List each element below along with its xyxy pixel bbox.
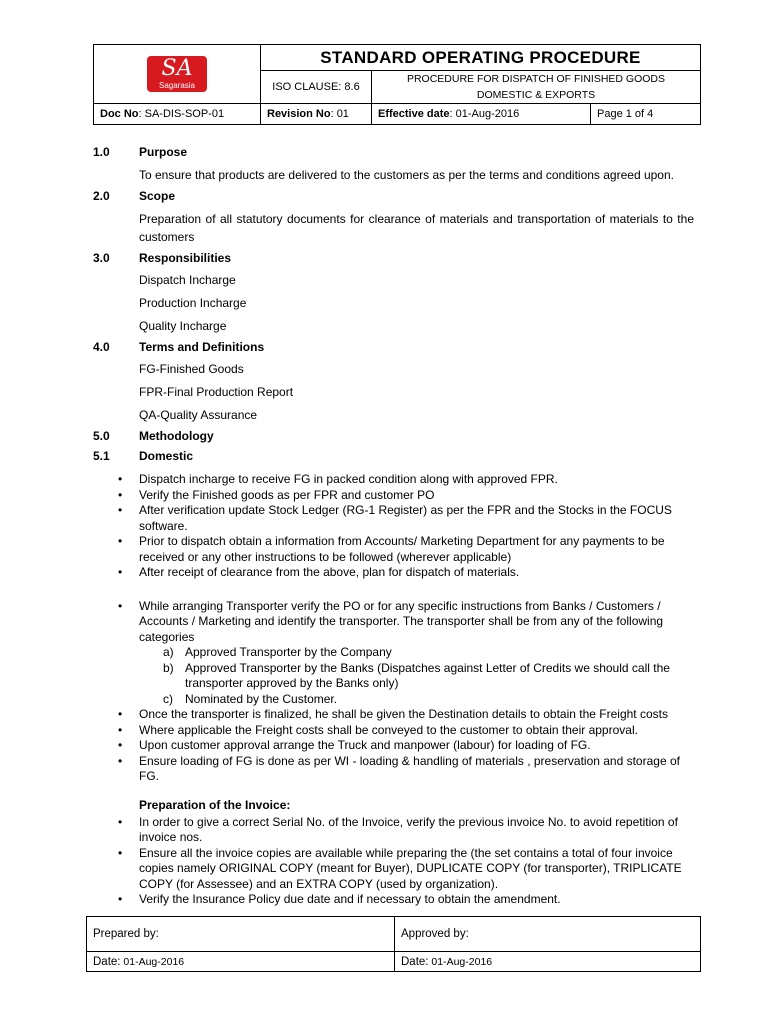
section-title: Domestic bbox=[139, 449, 194, 463]
list-item: Production Incharge bbox=[139, 296, 247, 310]
list-item: a) Approved Transporter by the Company bbox=[163, 645, 392, 659]
section-methodology: 5.0 Methodology bbox=[93, 429, 214, 443]
list-item: • In order to give a correct Serial No. of the Invoice, verify the previous invoice No. to avoid repetition of invoice nos. bbox=[118, 814, 678, 844]
list-item: • Once the transporter is finalized, he shall be given the Destination details to obtain the Freight costs bbox=[118, 707, 668, 721]
scope-text: Preparation of all statutory documents for clearance of materials and transportation of materials to the customers bbox=[139, 212, 694, 244]
list-item: • Where applicable the Freight costs shall be conveyed to the customer to obtain their approval. bbox=[118, 722, 638, 737]
list-item: • Verify the Insurance Policy due date and if necessary to obtain the amendment. bbox=[118, 892, 561, 906]
section-title: Responsibilities bbox=[139, 251, 232, 265]
list-item: FPR-Final Production Report bbox=[139, 385, 294, 399]
list-item: QA-Quality Assurance bbox=[139, 408, 258, 422]
approved-by: Approved by: bbox=[395, 917, 701, 952]
doc-number: Doc No: SA-DIS-SOP-01 bbox=[94, 104, 261, 125]
bullet-icon: • bbox=[118, 472, 123, 486]
logo-word: Sagarasia bbox=[158, 80, 196, 90]
bullet-icon: • bbox=[118, 598, 123, 613]
bullet-icon: • bbox=[118, 892, 123, 906]
list-item: b) Approved Transporter by the Banks (Dispatches against Letter of Credits we should call the transporter approved by the Banks only) bbox=[163, 660, 670, 690]
bullet-icon: • bbox=[118, 487, 123, 502]
list-item: • Ensure all the invoice copies are available while preparing the (the set contains a total of four invoice copies namely ORIGINAL COPY (meant for Buyer), DUPLICATE COPY (for transporter), TRIPLICATE COPY (for Assessee) and an EXTRA COPY (used by organization). bbox=[118, 845, 682, 891]
logo-cell bbox=[94, 45, 261, 104]
approved-date: Date: 01-Aug-2016 bbox=[395, 952, 701, 972]
invoice-heading: Preparation of the Invoice: bbox=[139, 797, 291, 812]
section-responsibilities: 3.0 Responsibilities bbox=[93, 251, 232, 265]
section-title: Methodology bbox=[139, 429, 214, 443]
bullet-icon: • bbox=[118, 753, 123, 768]
prepared-date: Date: 01-Aug-2016 bbox=[87, 952, 395, 972]
document-body bbox=[93, 140, 694, 908]
bullet-icon: • bbox=[118, 722, 123, 737]
transporter-list bbox=[93, 599, 694, 785]
effective-date: Effective date: 01-Aug-2016 bbox=[372, 104, 591, 125]
logo-mark: SA bbox=[161, 55, 193, 81]
procedure-line-2: DOMESTIC & EXPORTS bbox=[476, 89, 596, 101]
list-item: • After receipt of clearance from the above, plan for dispatch of materials. bbox=[118, 565, 520, 579]
list-item: • Verify the Finished goods as per FPR and customer PO bbox=[118, 487, 435, 502]
domestic-steps-list bbox=[93, 472, 694, 581]
bullet-icon: • bbox=[118, 814, 123, 829]
list-item: Quality Incharge bbox=[139, 319, 227, 333]
document-footer bbox=[86, 916, 701, 972]
bullet-icon: • bbox=[118, 565, 123, 579]
bullet-icon: • bbox=[118, 534, 123, 548]
list-item: • Upon customer approval arrange the Truck and manpower (labour) for loading of FG. bbox=[118, 738, 591, 752]
list-item: c) Nominated by the Customer. bbox=[163, 691, 338, 706]
list-item: • After verification update Stock Ledger (RG-1 Register) as per the FPR and the Stocks in the FOCUS software. bbox=[118, 503, 672, 533]
procedure-line-1: PROCEDURE FOR DISPATCH OF FINISHED GOODS bbox=[406, 73, 666, 85]
invoice-list bbox=[93, 815, 694, 908]
bullet-icon: • bbox=[118, 845, 123, 860]
list-item: • Ensure loading of FG is done as per WI - loading & handling of materials , preservation and storage of FG. bbox=[118, 753, 680, 783]
bullet-icon: • bbox=[118, 738, 123, 752]
bullet-icon: • bbox=[118, 503, 123, 517]
list-item: • While arranging Transporter verify the PO or for any specific instructions from Banks / Customers / Accounts / Marketing and identify the transporter. The transporter shall be from any of the following categories a) Approved Transporter by the Company b) Approved Transporter by the Banks (Dispatches against Letter of Credits we should call the transporter approved by the Banks only) c) Nominated by the Customer. bbox=[139, 599, 694, 708]
list-item: • Prior to dispatch obtain a information from Accounts/ Marketing Department for any payments to be received or any other instructions to be followed (wherever applicable) bbox=[118, 534, 665, 564]
section-title: Scope bbox=[139, 189, 176, 203]
revision-number: Revision No: 01 bbox=[261, 104, 372, 125]
procedure-title bbox=[372, 71, 701, 104]
section-terms: 4.0 Terms and Definitions bbox=[93, 340, 265, 354]
iso-clause: ISO CLAUSE: 8.6 bbox=[261, 71, 372, 104]
section-title: Purpose bbox=[139, 145, 188, 159]
section-scope: 2.0 Scope bbox=[93, 189, 176, 203]
list-item: FG-Finished Goods bbox=[139, 362, 244, 376]
document-header bbox=[93, 44, 701, 125]
purpose-text: To ensure that products are delivered to the customers as per the terms and conditions agreed upon. bbox=[139, 168, 674, 182]
company-logo bbox=[147, 56, 207, 92]
transporter-categories bbox=[139, 645, 694, 707]
page-number: Page 1 of 4 bbox=[591, 104, 701, 125]
list-item: Dispatch Incharge bbox=[139, 273, 236, 287]
prepared-by: Prepared by: bbox=[87, 917, 395, 952]
section-title: Terms and Definitions bbox=[139, 340, 265, 354]
section-purpose: 1.0 Purpose bbox=[93, 145, 188, 159]
section-domestic: 5.1 Domestic bbox=[93, 449, 194, 463]
document-title: STANDARD OPERATING PROCEDURE bbox=[261, 45, 701, 71]
bullet-icon: • bbox=[118, 707, 123, 721]
list-item: • Dispatch incharge to receive FG in packed condition along with approved FPR. bbox=[118, 472, 558, 486]
